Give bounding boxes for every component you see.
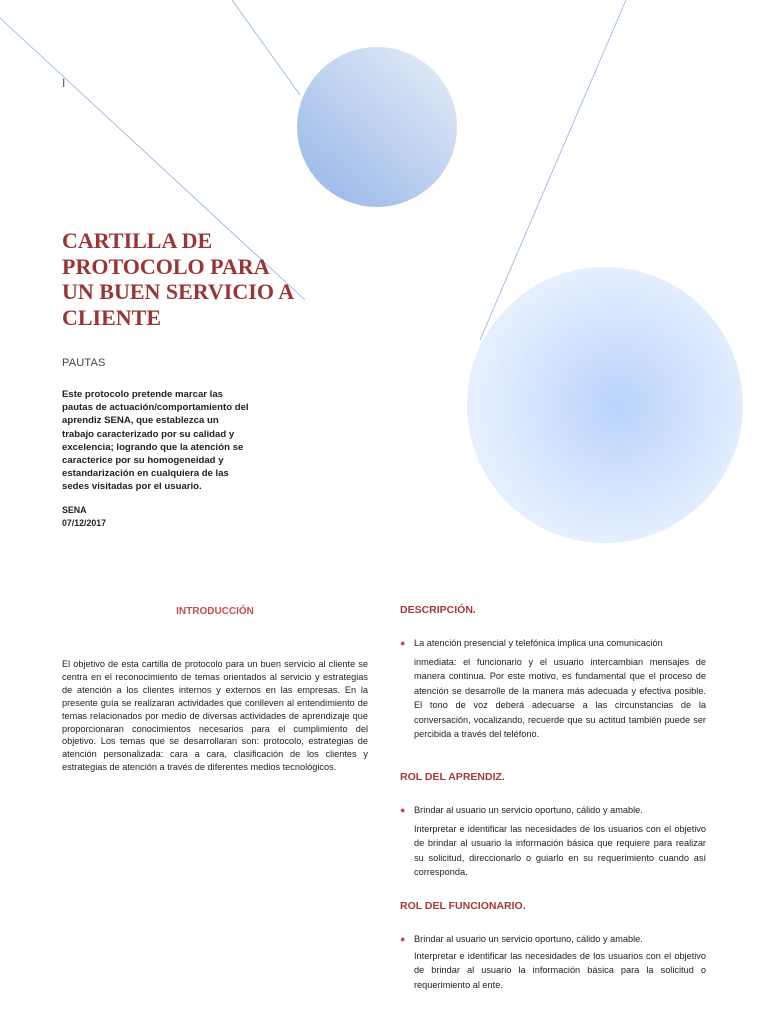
rol-funcionario-bullet-line: Brindar al usuario un servicio oportuno, cálido y amable. [414, 934, 643, 944]
rol-aprendiz-bullet-line: Brindar al usuario un servicio oportuno, cálido y amable. [414, 805, 643, 815]
descripcion-heading: DESCRIPCIÓN. [400, 604, 476, 616]
rol-aprendiz-heading: ROL DEL APRENDIZ. [400, 771, 505, 783]
rol-funcionario-bullet [400, 932, 706, 992]
rol-aprendiz-text: Interpretar e identificar las necesidades de los usuarios con el objetivo de brindar al usuario la información básica que requiere para realizar su solicitud, direccionarlo o guiarlo en su requerimiento cuando así corresponda. [414, 823, 706, 877]
author: SENA [62, 505, 87, 515]
descripcion-bullet [400, 636, 706, 742]
rol-funcionario-text: Interpretar e identificar las necesidades de los usuarios con el objetivo de brindar al usuario la información básica para la solicitud o requerimiento al ente. [414, 950, 706, 990]
abstract: Este protocolo pretende marcar las pautas de actuación/comportamiento del aprendiz SENA, que establezca un trabajo caracterizado por su calidad y excelencia; logrando que la atención se caracterice por su homogeneidad y estandarización en cualquiera de las sedes visitadas por el usuario. [62, 389, 249, 493]
subtitle: PAUTAS [62, 357, 106, 369]
decorative-circle-small [297, 47, 457, 207]
decorative-circle-large [467, 267, 743, 543]
text-cursor-mark: I [62, 76, 66, 90]
bullet-icon: ● [400, 805, 406, 815]
page-title: CARTILLA DE PROTOCOLO PARA UN BUEN SERVICIO A CLIENTE [62, 228, 293, 330]
rol-aprendiz-bullet [400, 803, 706, 880]
date: 07/12/2017 [62, 518, 107, 528]
rol-funcionario-heading: ROL DEL FUNCIONARIO. [400, 900, 526, 912]
bullet-icon: ● [400, 638, 406, 648]
decorative-line-top [232, 0, 300, 95]
bullet-icon: ● [400, 934, 406, 944]
descripcion-text: inmediata: el funcionario y el usuario intercambian mensajes de manera continua. Por este motivo, es fundamental que el proceso de atención se desarrolle de la manera más adecuada y efectiva posible. El tono de voz deberá adecuarse a las circunstancias de la conversación, vocalizando, recuerde que su actitud también puede ser percibida a través del teléfono. [414, 656, 706, 739]
introduccion-text: El objetivo de esta cartilla de protocolo para un buen servicio al cliente se centra en el reconocimiento de temas orientados al servicio y estrategias de atención a los clientes internos y externos en las empresas. En la presente guía se realizaran actividades que conlleven al entendimiento de temas relacionados por medio de diversas actividades de aprendizaje que proporcionaran conocimientos necesarios para el cumplimiento del objetivo. Los temas que se desarrollaran son: protocolo, estrategias de atención personalizada: cara a cara, clasificación de los clientes y estrategias de atención a través de diferentes medios tecnológicos. [62, 659, 368, 773]
descripcion-bullet-line: La atención presencial y telefónica implica una comunicación [414, 638, 663, 648]
introduccion-heading: INTRODUCCIÓN [176, 606, 254, 617]
